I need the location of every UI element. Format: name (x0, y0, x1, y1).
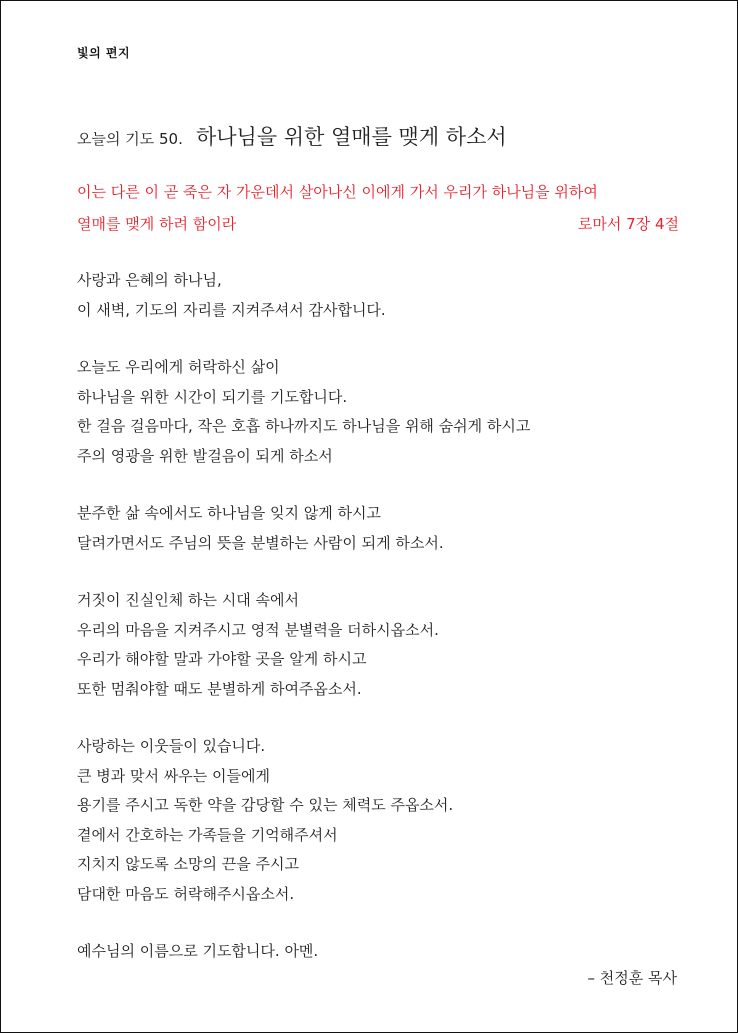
scripture-reference: 로마서 7장 4절 (577, 215, 679, 233)
prayer-line: 오늘도 우리에게 허락하신 삶이 (77, 358, 280, 376)
prayer-stanza (77, 732, 679, 909)
signature: – 천정훈 목사 (587, 969, 677, 987)
prayer-line: 사랑하는 이웃들이 있습니다. (77, 737, 266, 755)
title-main: 하나님을 위한 열매를 맺게 하소서 (195, 125, 507, 149)
prayer-stanza (77, 353, 679, 471)
title-prefix: 오늘의 기도 50. (77, 130, 183, 148)
prayer-line: 거짓이 진실인체 하는 시대 속에서 (77, 591, 299, 609)
prayer-stanza (77, 586, 679, 704)
prayer-line: 예수님의 이름으로 기도합니다. 아멘. (77, 942, 319, 960)
prayer-line: 하나님을 위한 시간이 되기를 기도합니다. (77, 387, 348, 406)
prayer-stanza (77, 937, 679, 967)
prayer-title (77, 121, 507, 151)
prayer-line: 우리의 마음을 지켜주시고 영적 분별력을 더하시옵소서. (77, 620, 439, 639)
scripture-verse-line2 (77, 213, 679, 234)
prayer-stanza (77, 266, 679, 325)
prayer-line: 이 새벽, 기도의 자리를 지켜주셔서 감사합니다. (77, 300, 386, 319)
prayer-line: 분주한 삶 속에서도 하나님을 잊지 않게 하시고 (77, 504, 381, 522)
prayer-stanza (77, 499, 679, 558)
prayer-line: 큰 병과 맞서 싸우는 이들에게 (77, 766, 270, 785)
prayer-body (77, 266, 679, 995)
scripture-verse-line2-text: 열매를 맺게 하려 함이라 (77, 215, 237, 233)
prayer-line: 지치지 않도록 소망의 끈을 주시고 (77, 855, 299, 873)
scripture-verse-line1: 이는 다른 이 곧 죽은 자 가운데서 살아나신 이에게 가서 우리가 하나님을 위하여 (77, 183, 598, 201)
prayer-line: 주의 영광을 위한 발걸음이 되게 하소서 (77, 446, 333, 465)
prayer-line: 또한 멈춰야할 때도 분별하게 하여주옵소서. (77, 679, 362, 698)
prayer-line: 용기를 주시고 독한 약을 감당할 수 있는 체력도 주옵소서. (77, 796, 454, 814)
prayer-line: 사랑과 은혜의 하나님, (77, 271, 222, 289)
prayer-line: 한 걸음 걸음마다, 작은 호흡 하나까지도 하나님을 위해 숨쉬게 하시고 (77, 417, 531, 435)
prayer-line: 담대한 마음도 허락해주시옵소서. (77, 884, 295, 903)
brand-label: 빛의 편지 (77, 46, 131, 60)
prayer-line: 달려가면서도 주님의 뜻을 분별하는 사람이 되게 하소서. (77, 533, 444, 552)
prayer-line: 곁에서 간호하는 가족들을 기억해주셔서 (77, 825, 338, 844)
prayer-line: 우리가 해야할 말과 가야할 곳을 알게 하시고 (77, 650, 367, 668)
